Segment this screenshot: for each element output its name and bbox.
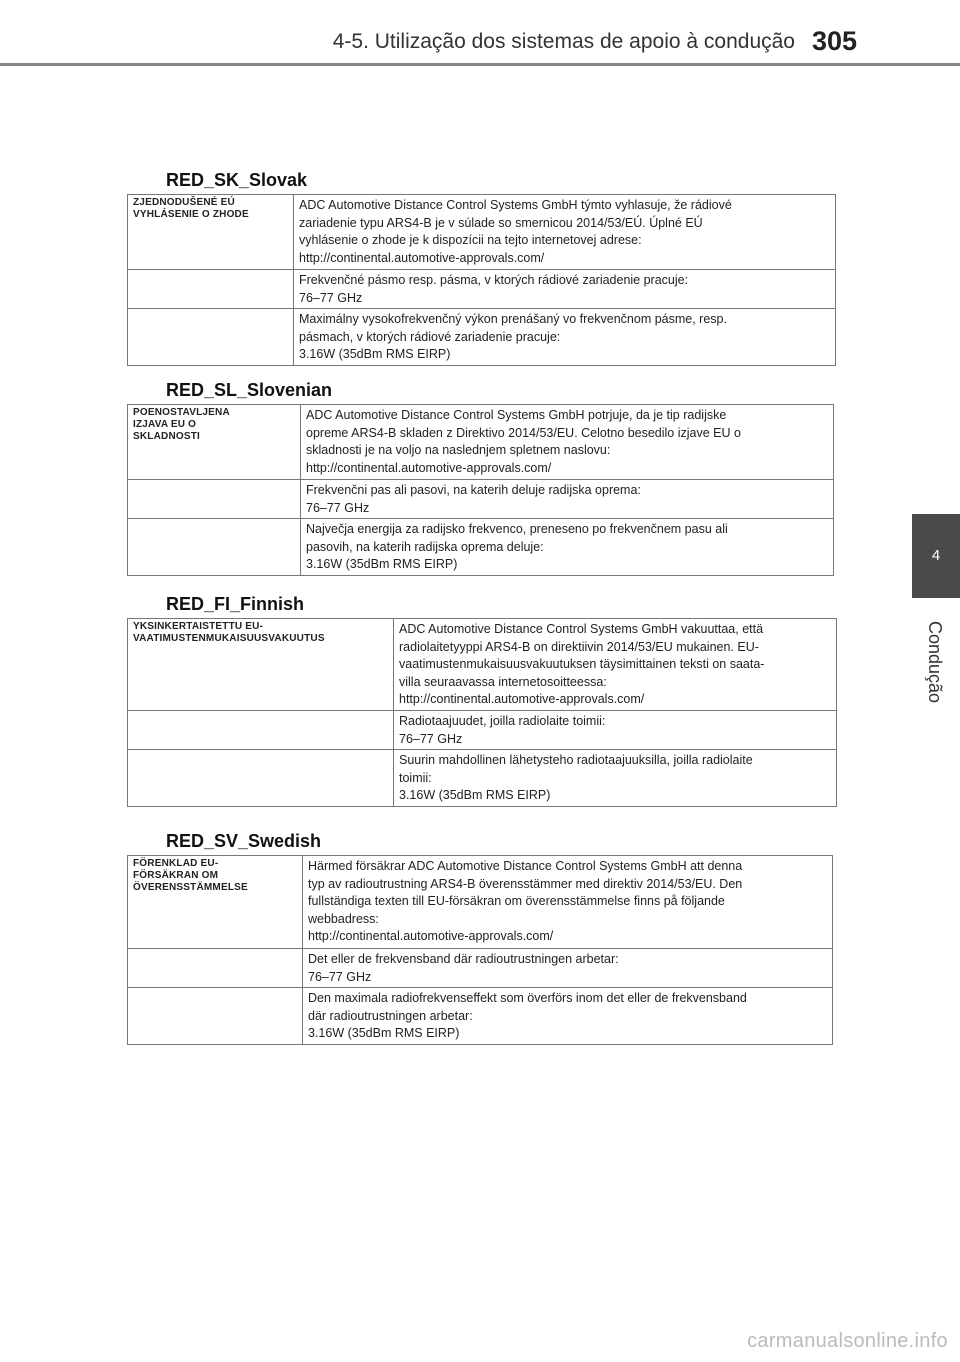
page-number: 305 [812, 26, 858, 56]
table-row [128, 270, 836, 309]
section-title: RED_SV_Swedish [166, 831, 322, 851]
declaration-text: Härmed försäkrar ADC Automotive Distance Control Systems GmbH att denna typ av radioutrustning ARS4-B överensstämmer med direktiv 2014/53/EU. Den fullständiga texten till EU-försäkran om överensstämmelse finns på följande webbadress: http://continental.automotive-approvals.com/ [303, 856, 833, 949]
declaration-table [127, 194, 836, 366]
table-row [128, 480, 834, 519]
chapter-tab-label: Condução [925, 620, 945, 704]
declaration-table [127, 618, 837, 807]
declaration-label: POENOSTAVLJENA IZJAVA EU O SKLADNOSTI [128, 405, 301, 480]
chapter-title: 4-5. Utilização dos sistemas de apoio à condução [332, 30, 795, 53]
max-power-text: Den maximala radiofrekvenseffekt som överförs inom det eller de frekvensband där radioutrustningen arbetar: 3.16W (35dBm RMS EIRP) [303, 988, 833, 1045]
declaration-text: ADC Automotive Distance Control Systems GmbH týmto vyhlasuje, že rádiové zariadenie typu ARS4-B je v súlade so smernicou 2014/53/EÚ. Úplné EÚ vyhlásenie o zhode je k dispozícii na tejto internetovej adrese: http://continental.automotive-approvals.com/ [294, 195, 836, 270]
table-row [128, 949, 833, 988]
empty-cell [128, 480, 301, 519]
empty-cell [128, 519, 301, 576]
header-divider [0, 63, 960, 66]
frequency-band-text: Radiotaajuudet, joilla radiolaite toimii: 76–77 GHz [394, 711, 837, 750]
section-title: RED_SK_Slovak [166, 170, 308, 190]
table-row [128, 711, 837, 750]
frequency-band-text: Frekvenčné pásmo resp. pásma, v ktorých rádiové zariadenie pracuje: 76–77 GHz [294, 270, 836, 309]
max-power-text: Največja energija za radijsko frekvenco, preneseno po frekvenčnem pasu ali pasovih, na katerih radijska oprema deluje: 3.16W (35dBm RMS EIRP) [301, 519, 834, 576]
declaration-table [127, 855, 833, 1045]
max-power-text: Suurin mahdollinen lähetysteho radiotaajuuksilla, joilla radiolaite toimii: 3.16W (35dBm RMS EIRP) [394, 750, 837, 807]
table-row [128, 750, 837, 807]
table-row [128, 988, 833, 1045]
frequency-band-text: Det eller de frekvensband där radioutrustningen arbetar: 76–77 GHz [303, 949, 833, 988]
table-row [128, 405, 834, 480]
empty-cell [128, 949, 303, 988]
chapter-tab[interactable]: 4 [912, 514, 960, 598]
watermark-link[interactable]: carmanualsonline.info [747, 1330, 948, 1352]
empty-cell [128, 309, 294, 366]
empty-cell [128, 270, 294, 309]
declaration-label: YKSINKERTAISTETTU EU- VAATIMUSTENMUKAISUUSVAKUUTUS [128, 619, 394, 711]
empty-cell [128, 988, 303, 1045]
table-row [128, 519, 834, 576]
section-title: RED_SL_Slovenian [166, 380, 333, 400]
table-row [128, 195, 836, 270]
table-row [128, 619, 837, 711]
declaration-label: FÖRENKLAD EU- FÖRSÄKRAN OM ÖVERENSSTÄMMELSE [128, 856, 303, 949]
table-row [128, 856, 833, 949]
declaration-text: ADC Automotive Distance Control Systems GmbH potrjuje, da je tip radijske opreme ARS4-B skladen z Direktivo 2014/53/EU. Celotno besedilo izjave EU o skladnosti je na voljo na naslednjem spletnem naslovu: http://continental.automotive-approvals.com/ [301, 405, 834, 480]
table-row [128, 309, 836, 366]
declaration-table [127, 404, 834, 576]
declaration-label: ZJEDNODUŠENÉ EÚ VYHLÁSENIE O ZHODE [128, 195, 294, 270]
section-title: RED_FI_Finnish [166, 594, 305, 614]
declaration-text: ADC Automotive Distance Control Systems GmbH vakuuttaa, että radiolaitetyyppi ARS4-B on direktiivin 2014/53/EU mukainen. EU- vaatimustenmukaisuusvakuutuksen täysimittainen teksti on saata- villa seuraavassa internetosoitteessa: http://continental.automotive-approvals.com/ [394, 619, 837, 711]
page-header [0, 0, 960, 66]
empty-cell [128, 711, 394, 750]
max-power-text: Maximálny vysokofrekvenčný výkon prenášaný vo frekvenčnom pásme, resp. pásmach, v ktorých rádiové zariadenie pracuje: 3.16W (35dBm RMS EIRP) [294, 309, 836, 366]
frequency-band-text: Frekvenčni pas ali pasovi, na katerih deluje radijska oprema: 76–77 GHz [301, 480, 834, 519]
empty-cell [128, 750, 394, 807]
